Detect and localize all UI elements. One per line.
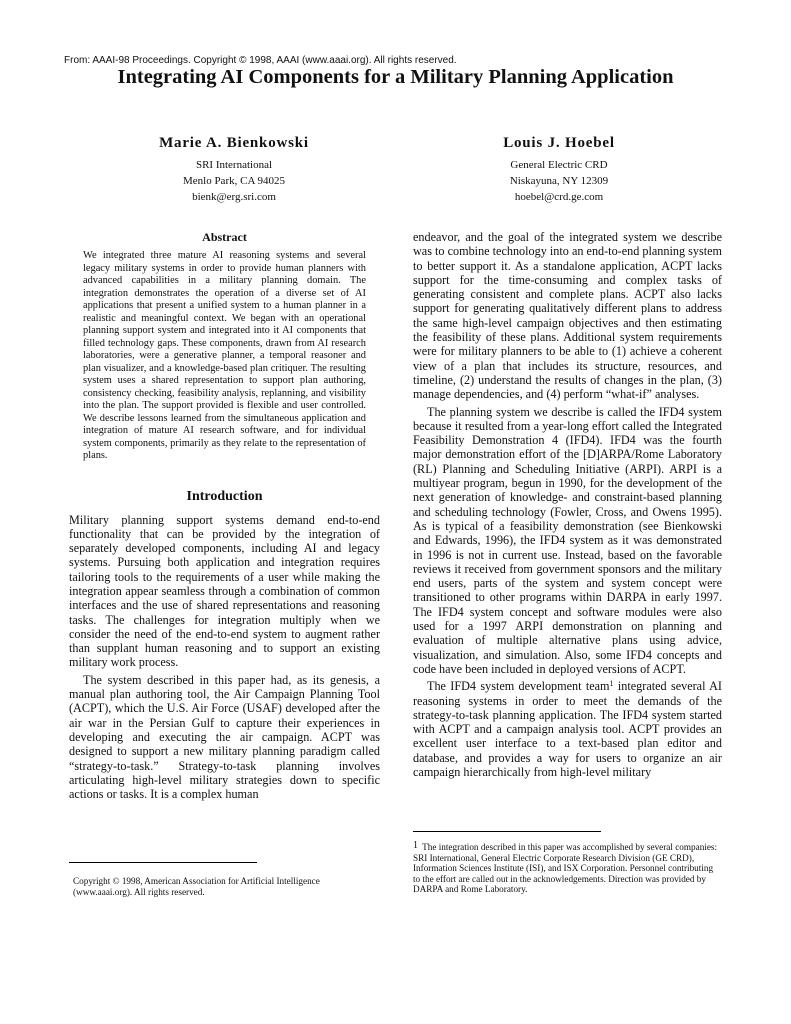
abstract-text: We integrated three mature AI reasoning systems and several legacy military systems in order to provide human planners with advanced capabilities in a military planning domain. The integration demonstrates the operation of a diverse set of AI applications that present a unified system to a human planner in a realistic and meaningful context. We began with an operational planning support system and integrated into it AI components that filled technology gaps. These components, drawn from AI research laboratories, were a generative planner, a temporal reasoner and plan visualizer, and a knowledge-based plan critiquer. The resulting system uses a shared representation to support plan authoring, consistency checking, feasibility analysis, replanning, and visibility into the plan. The support provided is flexible and user controlled. We describe lessons learned from the simultaneous application and integration of mature AI research software, and for individual system components, primarily as they relate to the representation of plans. <box>83 250 366 461</box>
intro-paragraph-1: Military planning support systems demand end-to-end functionality that can be provided by the integration of separately developed components, including AI and legacy systems. Pursuing both application and integration requires tailoring tools to the requirements of a user while making the integration appear seamless through a combination of common interfaces and the use of shared representations and reasoning tasks. The challenges for integration multiply when we consider the need of the end-to-end system to augment rather than supplant human reasoning and to support an existing military work process. <box>69 512 380 670</box>
abstract-heading: Abstract <box>202 230 247 244</box>
footnote-reference: 1 <box>609 679 614 689</box>
copyright-header: From: AAAI-98 Proceedings. Copyright © 1998, AAAI (www.aaai.org). All rights reserved. <box>64 55 457 66</box>
footnote-divider-right <box>413 831 601 832</box>
paper-title: Integrating AI Components for a Military Planning Application <box>117 66 674 88</box>
right-column <box>413 230 722 779</box>
author-name: Marie A. Bienkowski <box>159 135 309 151</box>
footnote-divider-left <box>69 862 257 863</box>
author-block-1 <box>104 134 364 205</box>
paragraph-text: integrated several AI reasoning systems in order to meet the demands of the strategy-to-task planning application. The IFD4 system started with ACPT and a campaign analysis tool. ACPT provides an excellent user interface to a text-based plan editor and database, and provides a way for users to organize an air campaign hierarchically from high-level military <box>413 679 722 779</box>
right-paragraph-3 <box>413 679 722 779</box>
right-paragraph-2: The planning system we describe is called the IFD4 system because it resulted from a year-long effort called the Integrated Feasibility Demonstration 4 (IFD4). IFD4 was the fourth major demonstration effort of the [D]ARPA/Rome Laboratory (RL) Planning and Scheduling Initiative (ARPI). ARPI is a multiyear program, begun in 1990, for the development of the next generation of knowledge- and constraint-based planning and scheduling technology (Fowler, Cross, and Owens 1995). As is typical of a feasibility demonstration (see Bienkowski and Edwards, 1996), the IFD4 system as it was demonstrated in 1996 is not in current use. Instead, based on the favorable reviews it received from government sponsors and the military end users, parts of the system and system concept were transitioned to other programs within DARPA in early 1997. The IFD4 system concept and software modules were also used for a 1997 ARPI demonstration on planning and evaluation of multiple alternative plans using advice, visualization, and simulation. Also, some IFD4 concepts and code have been included in deployed versions of ACPT. <box>413 404 722 676</box>
right-paragraph-1: endeavor, and the goal of the integrated system we describe was to combine technology into an end-to-end planning system to better support it. As a standalone application, ACPT lacks support for the time-consuming and complex tasks of generating consistent and complete plans. ACPT also lacks support for generating qualitatively different plans to address the same high-level campaign objectives and then estimating the feasibility of these plans. Additional system requirements were for military planners to be able to (1) achieve a coherent view of a plan that includes its structure, resources, and timeline, (2) understand the results of changes in the plan, (3) manage dependencies, and (4) perform “what-if” analyses. <box>413 230 722 402</box>
author-location: Menlo Park, CA 94025 <box>182 175 286 187</box>
paragraph-text: The IFD4 system development team <box>427 679 610 694</box>
footnote-text: The integration described in this paper was accomplished by several companies: SRI International, General Electric Corporate Research Division (GE CRD), Information Sciences Institute (ISI), and ISX Corporation. Personnel contributing to the effort are called out in the acknowledgements. Direction was provided by DARPA and Rome Laboratory. <box>413 842 718 894</box>
author-affiliation: General Electric CRD <box>510 159 608 171</box>
author-affiliation: SRI International <box>195 159 273 171</box>
author-email: bienk@erg.sri.com <box>192 191 276 203</box>
author-block-2 <box>429 134 689 205</box>
footnote-mark: 1 <box>413 840 418 851</box>
author-email: hoebel@crd.ge.com <box>514 191 604 203</box>
author-name: Louis J. Hoebel <box>503 135 615 151</box>
introduction-heading: Introduction <box>186 488 263 504</box>
left-column <box>69 230 380 801</box>
copyright-note: Copyright © 1998, American Association for Artificial Intelligence (www.aaai.org). All rights reserved. <box>73 876 320 897</box>
intro-paragraph-2: The system described in this paper had, as its genesis, a manual plan authoring tool, the Air Campaign Planning Tool (ACPT), which the U.S. Air Force (USAF) developed after the air war in the Persian Gulf to capture their experiences in developing and executing the air campaign. ACPT was designed to support a new military planning paradigm called “strategy-to-task.” Strategy-to-task planning involves articulating high-level military strategies down to specific actions or tasks. It is a complex human <box>69 672 380 802</box>
footnote <box>413 841 722 895</box>
author-location: Niskayuna, NY 12309 <box>509 175 609 187</box>
